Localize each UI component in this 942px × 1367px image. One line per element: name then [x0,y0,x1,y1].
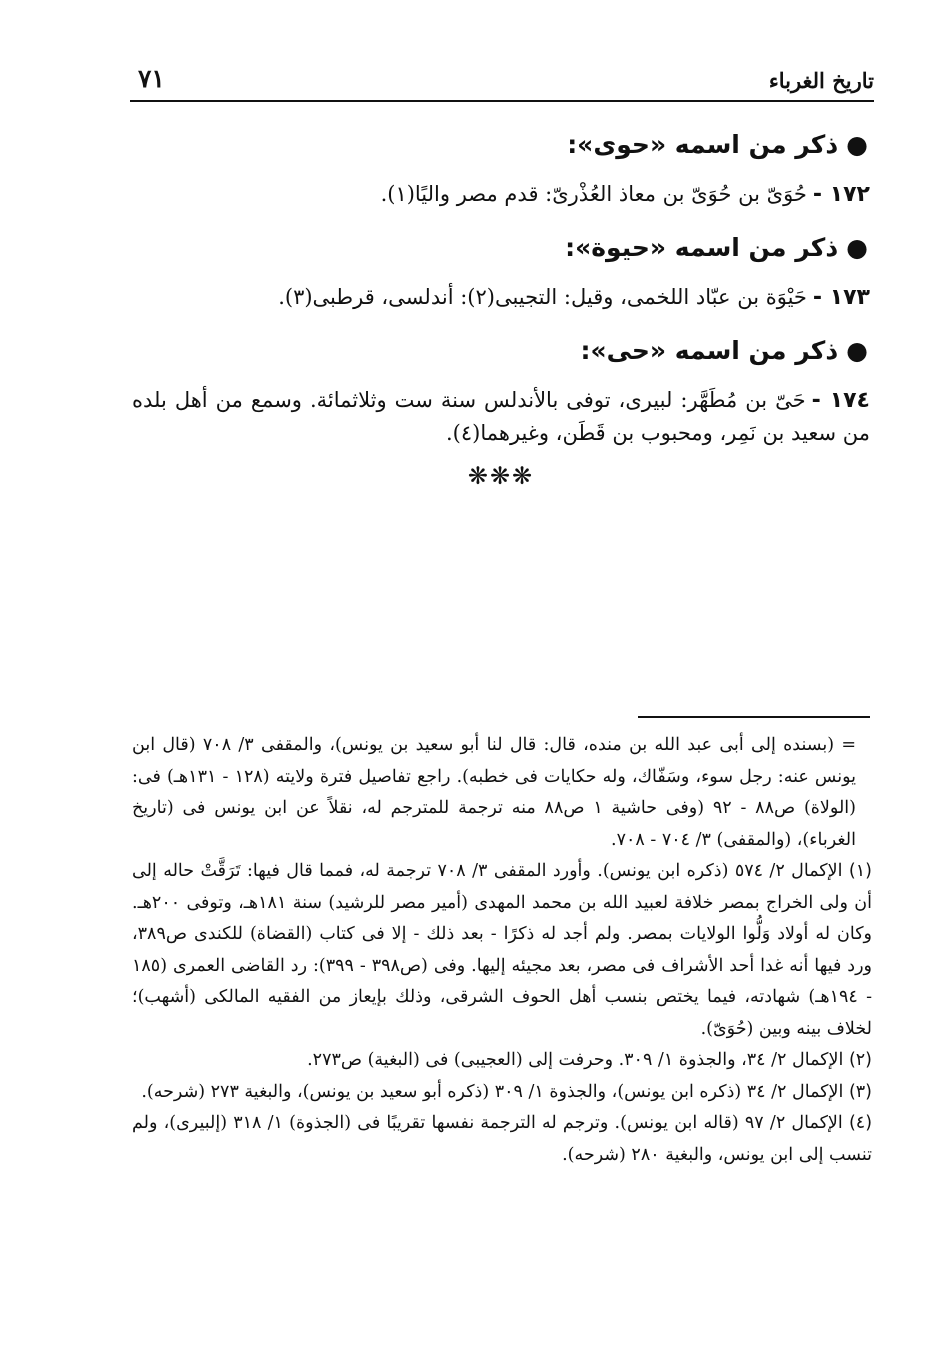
heading-text: ذكر من اسمه «حيوة»: [565,233,839,262]
footnote-rule [638,716,870,718]
footnotes [132,730,872,1171]
running-title: تاريخ الغرباء [768,68,874,93]
section-heading-hay [132,324,868,378]
running-header [128,64,874,102]
footnote-text: الإكمال ٢/ ٥٧٤ (ذكره ابن يونس). وأورد المقفى ٣/ ٧٠٨ ترجمة له، فمما قال فيها: تَرَقَّتْ حاله إلى أن ولى الخراج بمصر خلافة لعبيد الله بن محمد المهدى (أمير مصر للرشيد) سنة ١٨١هـ، وتوفى ٢٠٠هـ. وكان له أولاد وَلُّوا الولايات بمصر. ولم أجد له ذكرًا - بعد ذلك - إلا فى كتاب (القضاة) للكندى ص٣٨٩، ورد فيها أنه غدا أحد الأشراف فى مصر، بعد مجيئه إليها. وفى (ص٣٩٨ - ٣٩٩): رد القاضى العمرى (١٨٥ - ١٩٤هـ) شهادته، فيما يختص بنسب أهل الحوف الشرقى، وذلك بإيعاز من الفقيه المالكى (أشهب)؛ لخلاف بينه وبين (حُوَىّ). [132,861,872,1039]
entry-number: ١٧٢ - [812,182,870,207]
footnote-1 [132,856,872,1045]
footnote-2 [132,1045,872,1077]
entry-text: حَيْوَة بن عبّاد اللخمى، وقيل: التجيبى(٢): أندلسى، قرطبى(٣). [278,285,807,309]
section-heading-haywa [132,221,868,275]
footnote-marker: (١) [848,861,872,881]
footnote-text: الإكمال ٢/ ٩٧ (قاله ابن يونس). وترجم له الترجمة نفسها تقريبًا فى (الجذوة) ١/ ٣١٨ (إلبيرى)، ولم تنسب إلى ابن يونس، والبغية ٢٨٠ (شرحه). [132,1113,872,1165]
header-rule [130,100,874,102]
entry-text: حُوَىّ بن حُوَىّ بن معاذ العُذْرىّ: قدم مصر واليًا(١). [380,182,807,206]
section-heading-hawa [132,118,868,172]
entry-172 [132,178,870,211]
footnote-text: الإكمال ٢/ ٣٤، والجذوة ١/ ٣٠٩. وحرفت إلى (العجيبى) فى (البغية) ص٢٧٣. [307,1050,844,1070]
footnote-text: الإكمال ٢/ ٣٤ (ذكره ابن يونس)، والجذوة ١/ ٣٠٩ (ذكره أبو سعيد بن يونس)، والبغية ٢٧٣ (شرحه). [141,1081,844,1102]
footnote-4 [132,1108,872,1171]
entry-174 [132,384,870,450]
heading-text: ذكر من اسمه «حى»: [580,336,839,365]
bullet-icon: ● [846,233,868,262]
entry-text: حَىّ بن مُطَهَّر: لبيرى، توفى بالأندلس سنة ست وثلاثمائة. وسمع من أهل بلده من سعيد بن نَمِر، ومحبوب بن قَطَن، وغيرهما(٤). [132,388,870,445]
footnote-marker: (٢) [848,1050,872,1070]
bullet-icon: ● [846,336,868,365]
bullet-icon: ● [846,130,868,159]
footnote-marker: (٤) [848,1113,873,1133]
page-number: ٧١ [138,64,165,93]
main-text [132,118,870,490]
heading-text: ذكر من اسمه «حوى»: [567,130,839,159]
footnote-3 [132,1077,872,1109]
entry-number: ١٧٤ - [811,388,870,413]
section-separator: ❋❋❋ [467,462,535,490]
footnote-marker: (٣) [848,1081,872,1102]
entry-173 [132,281,870,314]
footnote-continuation: = (بسنده إلى أبى عبد الله بن منده، قال: قال لنا أبو سعيد بن يونس)، والمقفى ٣/ ٧٠٨ (قال ابن يونس عنه: رجل سوء، وسَفّاك، وله حكايات فى خطبه). راجع تفاصيل فترة ولايته (١٢٨ - ١٣١هـ) فى: (الولاة) ص٨٨ - ٩٢ (وفى حاشية ١ ص٨٨ منه ترجمة للمترجم له، نقلاً عن ابن يونس فى (تاريخ الغرباء)، (والمقفى) ٣/ ٧٠٤ - ٧٠٨. [132,735,857,850]
entry-number: ١٧٣ - [812,285,870,310]
